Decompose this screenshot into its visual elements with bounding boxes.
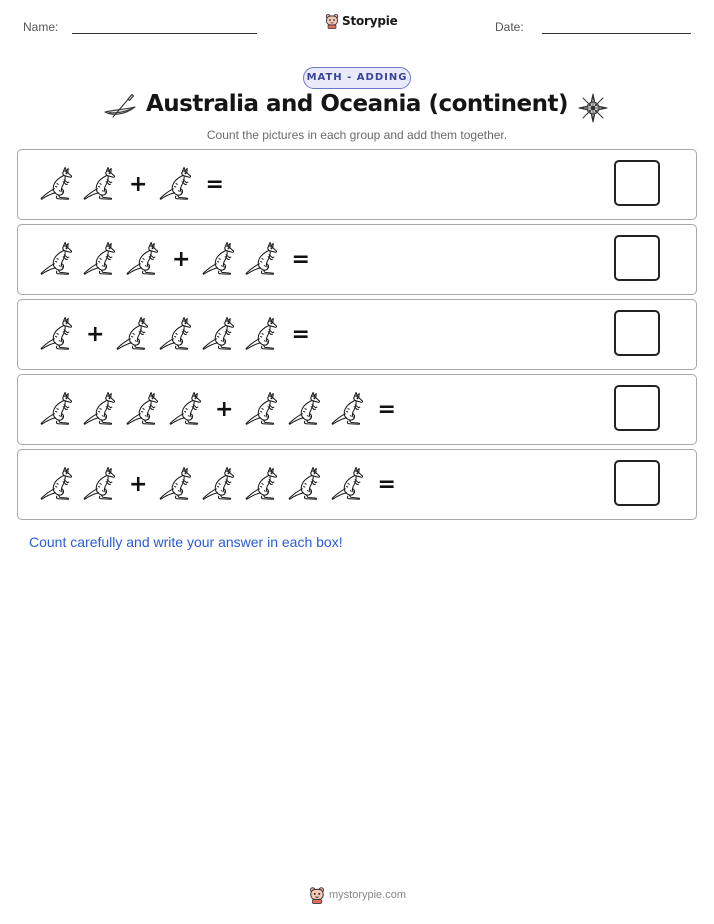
problem-row	[17, 149, 697, 220]
plus-sign: +	[172, 246, 191, 272]
answer-box[interactable]	[614, 235, 660, 281]
site-url: mystorypie.com	[329, 889, 407, 901]
brand-name: Storypie	[342, 14, 398, 28]
kangaroo-icon	[200, 316, 238, 354]
kangaroo-icon	[81, 466, 119, 504]
equals-sign: =	[291, 321, 310, 347]
name-label: Name:	[23, 20, 59, 34]
kangaroo-icon	[124, 241, 162, 279]
worksheet-title: Australia and Oceania (continent)	[145, 91, 569, 117]
problem-expression	[38, 375, 406, 444]
problem-row	[17, 449, 697, 520]
kangaroo-icon	[200, 241, 238, 279]
kangaroo-icon	[114, 316, 152, 354]
plus-sign: +	[129, 171, 148, 197]
footer-note: Count carefully and write your answer in each box!	[29, 534, 343, 550]
storypie-mascot-icon	[325, 13, 339, 29]
site-footer	[309, 886, 406, 904]
problem-expression	[38, 150, 234, 219]
kangaroo-icon	[81, 241, 119, 279]
equals-sign: =	[205, 171, 224, 197]
kangaroo-icon	[157, 466, 195, 504]
instructions: Count the pictures in each group and add them together.	[206, 128, 508, 142]
kangaroo-icon	[38, 391, 76, 429]
equals-sign: =	[291, 246, 310, 272]
kangaroo-icon	[157, 166, 195, 204]
kangaroo-icon	[124, 391, 162, 429]
equals-sign: =	[377, 396, 396, 422]
kangaroo-icon	[329, 466, 367, 504]
answer-box[interactable]	[614, 460, 660, 506]
problem-row	[17, 299, 697, 370]
kangaroo-icon	[286, 391, 324, 429]
kangaroo-icon	[329, 391, 367, 429]
kangaroo-icon	[38, 241, 76, 279]
answer-box[interactable]	[614, 160, 660, 206]
problem-row	[17, 374, 697, 445]
subject-badge: MATH - ADDING	[303, 67, 411, 89]
kangaroo-icon	[200, 466, 238, 504]
storypie-mascot-icon	[309, 886, 325, 904]
name-line[interactable]	[72, 33, 257, 34]
plus-sign: +	[215, 396, 234, 422]
kangaroo-icon	[38, 316, 76, 354]
kangaroo-icon	[243, 316, 281, 354]
date-label: Date:	[495, 20, 524, 34]
problem-expression	[38, 225, 320, 294]
answer-box[interactable]	[614, 385, 660, 431]
kangaroo-icon	[286, 466, 324, 504]
kangaroo-icon	[167, 391, 205, 429]
date-line[interactable]	[542, 33, 691, 34]
equals-sign: =	[377, 471, 396, 497]
compass-rose-icon	[578, 93, 608, 123]
kangaroo-icon	[38, 166, 76, 204]
kangaroo-icon	[243, 466, 281, 504]
problem-row	[17, 224, 697, 295]
kangaroo-icon	[81, 391, 119, 429]
kangaroo-icon	[157, 316, 195, 354]
storypie-logo	[325, 13, 398, 29]
kangaroo-icon	[243, 391, 281, 429]
plus-sign: +	[129, 471, 148, 497]
problem-expression	[38, 450, 406, 519]
kangaroo-icon	[81, 166, 119, 204]
plus-sign: +	[86, 321, 105, 347]
kangaroo-icon	[243, 241, 281, 279]
answer-box[interactable]	[614, 310, 660, 356]
kangaroo-icon	[38, 466, 76, 504]
problem-expression	[38, 300, 320, 369]
